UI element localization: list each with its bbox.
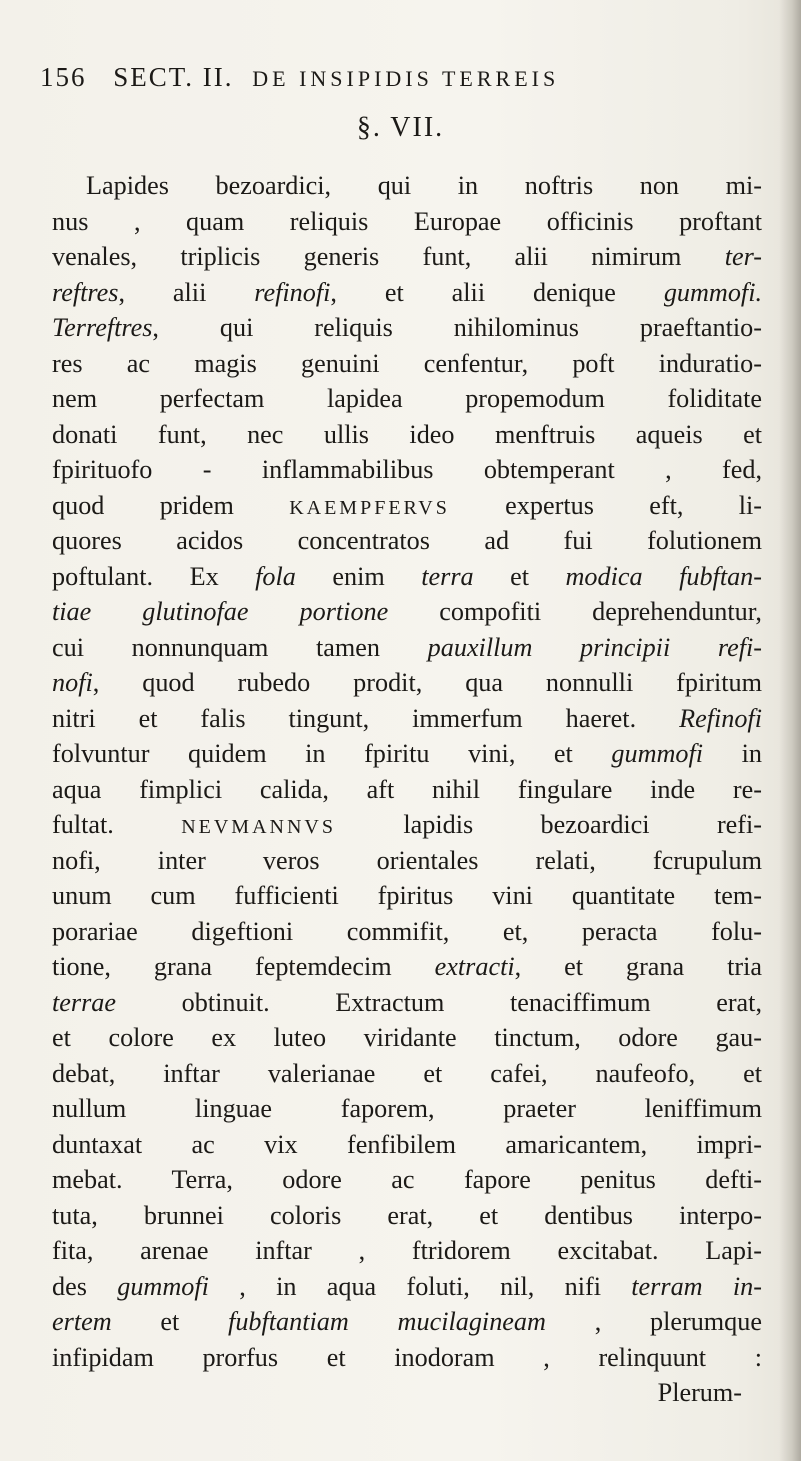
italic-text: ertem (52, 1307, 112, 1336)
text-segment: des (52, 1271, 118, 1301)
text-line (52, 1020, 762, 1056)
catchword: Plerum- (657, 1378, 742, 1407)
text-segment: , alii (118, 277, 255, 307)
author-name: NEVMANNVS (181, 816, 336, 838)
italic-text: fola (255, 561, 296, 591)
text-line (52, 594, 762, 630)
italic-text: gummofi. (663, 277, 763, 307)
text-line (52, 1056, 762, 1092)
italic-text: refinofi (254, 277, 331, 307)
text-segment: et (473, 561, 566, 591)
text-segment: lapidis bezoardici refi- (335, 810, 763, 839)
page-number: 156 (40, 62, 87, 92)
text-line (52, 878, 762, 914)
text-line (52, 807, 762, 843)
italic-text: terram in- (631, 1271, 762, 1301)
text-line (52, 1198, 762, 1234)
text-line (52, 1162, 762, 1198)
italic-text: Terreftres (52, 313, 153, 342)
text-line (52, 168, 762, 204)
text-segment: porariae digeftioni commifit, et, peracta folu- (52, 916, 762, 946)
section-heading: §. VII. (356, 112, 445, 143)
italic-text: fubftantiam mucilagineam (228, 1307, 546, 1336)
italic-text: reftres (52, 277, 119, 307)
running-title: DE INSIPIDIS TERREIS (252, 66, 560, 91)
paragraph (52, 168, 762, 1411)
text-line (52, 949, 762, 985)
text-segment: , et grana tria (514, 952, 762, 981)
text-line (52, 630, 762, 666)
text-line (52, 665, 762, 701)
text-line (52, 310, 762, 346)
text-segment: et colore ex luteo viridante tinctum, odore gau- (52, 1023, 762, 1052)
text-segment: nitri et falis tingunt, immerfum haeret. (52, 703, 680, 733)
text-line (52, 1304, 762, 1340)
text-line (52, 346, 762, 382)
text-segment: nus , quam reliquis Europae officinis proftant (52, 206, 762, 236)
text-segment: nem perfectam lapidea propemodum foliditate (52, 384, 762, 413)
text-segment: fita, arenae inftar , ftridorem excitabat. Lapi- (52, 1236, 762, 1265)
text-segment: obtinuit. Extractum tenaciffimum erat, (116, 987, 762, 1017)
text-segment: nullum linguae faporem, praeter leniffimum (52, 1094, 762, 1123)
text-line (52, 772, 762, 808)
text-segment: mebat. Terra, odore ac fapore penitus defti- (52, 1165, 762, 1194)
text-line (52, 452, 762, 488)
text-line (52, 381, 762, 417)
text-segment: , et alii denique (330, 277, 664, 307)
text-segment: debat, inftar valerianae et cafei, naufeofo, et (52, 1058, 762, 1088)
text-segment: infipidam prorfus et inodoram , relinquunt : (52, 1342, 762, 1372)
text-segment: , in aqua foluti, nil, nifi (208, 1271, 632, 1301)
italic-text: tiae glutinofae portione (52, 597, 389, 626)
text-line (52, 1233, 762, 1269)
text-segment: fpirituofo - inflammabilibus obtemperant , fed, (52, 455, 762, 484)
text-segment: quores acidos concentratos ad fui folutionem (52, 526, 762, 555)
page-edge-shadow (779, 0, 801, 1461)
text-segment: fultat. (52, 810, 182, 839)
text-line (52, 559, 762, 595)
text-segment: tuta, brunnei coloris erat, et dentibus interpo- (52, 1200, 762, 1230)
italic-text: terra (421, 561, 474, 591)
text-line (52, 204, 762, 240)
italic-text: Refinofi (679, 703, 762, 733)
text-line (52, 985, 762, 1021)
text-segment: nofi, inter veros orientales relati, fcrupulum (52, 845, 762, 875)
text-segment: donati funt, nec ullis ideo menftruis aqueis et (52, 419, 762, 449)
text-segment: et (111, 1307, 229, 1336)
text-segment: res ac magis genuini cenfentur, poft induratio- (52, 348, 762, 378)
text-line (52, 417, 762, 453)
text-line (52, 914, 762, 950)
section-label: SECT. II. (113, 62, 234, 92)
text-line (52, 523, 762, 559)
text-segment: , qui reliquis nihilominus praeftantio- (152, 313, 762, 342)
text-line (52, 701, 762, 737)
text-segment: in (703, 739, 762, 768)
italic-text: gummofi (117, 1271, 209, 1301)
running-header (40, 62, 750, 93)
text-segment: aqua fimplici calida, aft nihil fingulare inde re- (52, 774, 762, 804)
text-line (52, 1340, 762, 1376)
italic-text: terrae (52, 987, 116, 1017)
text-segment: duntaxat ac vix fenfibilem amaricantem, impri- (52, 1129, 762, 1159)
text-segment: poftulant. Ex (52, 561, 256, 591)
text-segment: quod pridem (52, 490, 290, 520)
italic-text: extracti (434, 952, 515, 981)
text-segment: Lapides bezoardici, qui in noftris non mi- (86, 171, 762, 200)
text-line (52, 1127, 762, 1163)
text-segment: tione, grana feptemdecim (52, 952, 435, 981)
text-segment: , plerumque (545, 1307, 762, 1336)
text-segment: enim (295, 561, 422, 591)
text-segment: compofiti deprehenduntur, (388, 597, 762, 626)
text-line (52, 736, 762, 772)
text-segment: expertus eft, li- (449, 490, 762, 520)
text-line (52, 843, 762, 879)
italic-text: nofi (52, 668, 93, 697)
text-segment: , quod rubedo prodit, qua nonnulli fpiritum (92, 668, 762, 697)
text-line (52, 275, 762, 311)
text-segment: folvuntur quidem in fpiritu vini, et (52, 739, 612, 768)
text-line (52, 1269, 762, 1305)
italic-text: modica fubftan- (565, 561, 762, 591)
italic-text: ter- (724, 242, 762, 271)
italic-text: gummofi (611, 739, 704, 768)
text-segment: venales, triplicis generis funt, alii nimirum (52, 242, 725, 271)
text-segment: cui nonnunquam tamen (52, 632, 428, 662)
text-segment: unum cum fufficienti fpiritus vini quantitate tem- (52, 881, 762, 910)
text-line (52, 488, 762, 524)
italic-text: pauxillum principii refi- (427, 632, 762, 662)
author-name: KAEMPFERVS (289, 496, 450, 519)
text-line (52, 1091, 762, 1127)
text-line (52, 239, 762, 275)
